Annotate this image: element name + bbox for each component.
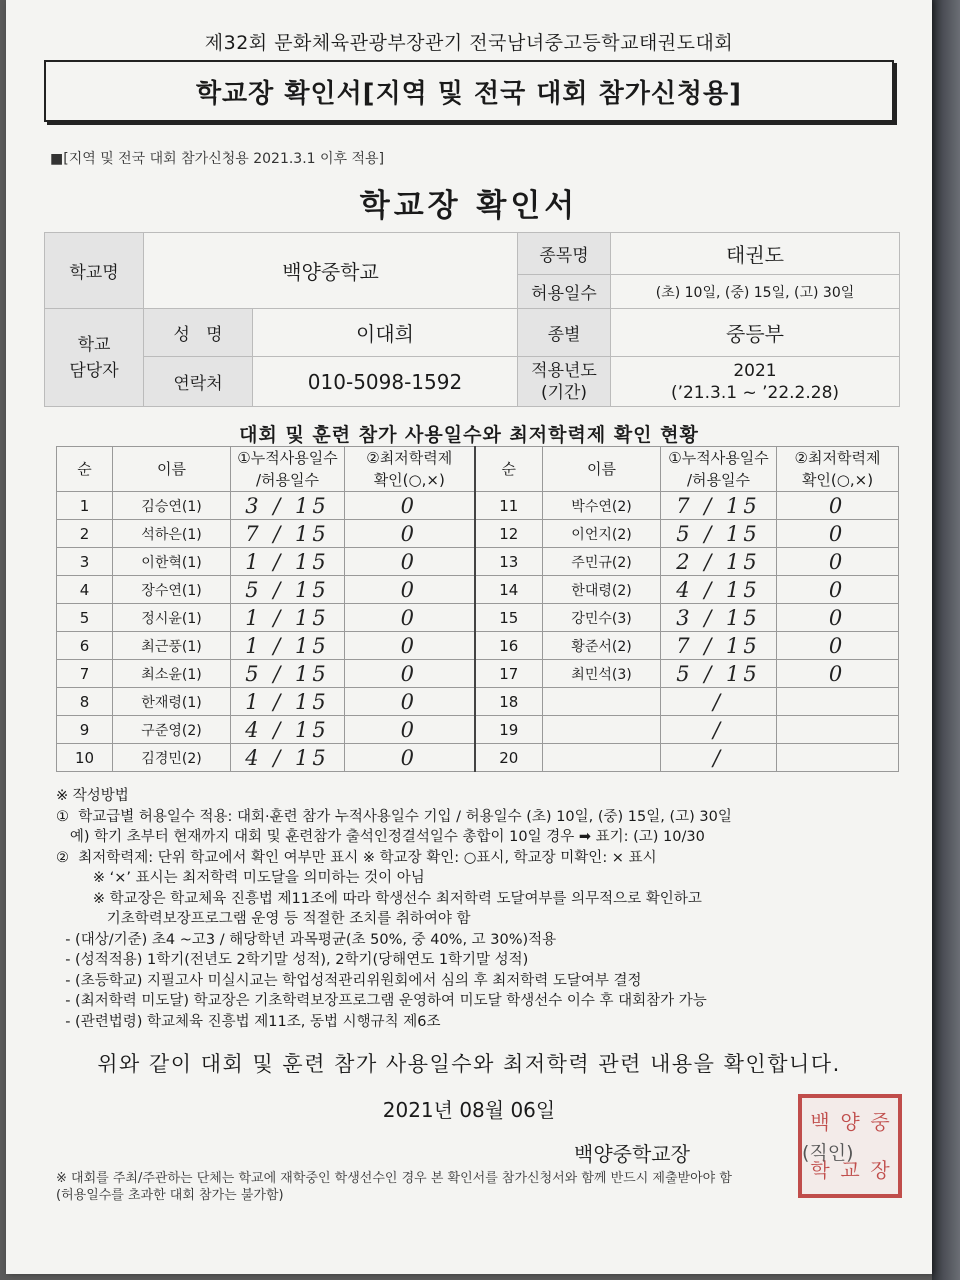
grade-check: 0 [345, 548, 475, 576]
student-name: 김승연(1) [113, 492, 231, 520]
grade-check: 0 [777, 576, 899, 604]
row-number: 13 [475, 548, 543, 576]
school-label: 학교명 [45, 233, 144, 309]
days-used: 7 / 15 [661, 632, 777, 660]
student-name: 최소윤(1) [113, 660, 231, 688]
days-used: 5 / 15 [231, 576, 345, 604]
table-row [57, 660, 899, 688]
grade-check: 0 [345, 744, 475, 772]
table-row [57, 604, 899, 632]
header-no: 순 [57, 447, 113, 492]
allowed-value: (초) 10일, (중) 15일, (고) 30일 [611, 275, 900, 309]
header-days: ①누적사용일수 /허용일수 [661, 447, 777, 492]
instruction-line: ② 최저학력제: 단위 학교에서 확인 여부만 표시 ※ 학교장 확인: ○표시, 학교장 미확인: × 표시 [56, 849, 657, 866]
table-row [57, 548, 899, 576]
period-value: (’21.3.1 ~ ’22.2.28) [670, 382, 840, 403]
days-used: 3 / 15 [231, 492, 345, 520]
student-name: 황준서(2) [543, 632, 661, 660]
name-label: 성 명 [144, 309, 253, 357]
background-edge [932, 0, 960, 1280]
student-name [543, 716, 661, 744]
row-number: 17 [475, 660, 543, 688]
days-used: 1 / 15 [231, 632, 345, 660]
usage-table [56, 446, 899, 772]
student-name: 주민규(2) [543, 548, 661, 576]
row-number: 12 [475, 520, 543, 548]
days-used: 1 / 15 [231, 604, 345, 632]
official-seal: 백 양 중 학 교 장 [798, 1094, 902, 1198]
allowed-label: 허용일수 [518, 275, 611, 309]
manager-label: 학교 담당자 [45, 309, 144, 407]
days-used: 4 / 15 [661, 576, 777, 604]
type-label: 종별 [518, 309, 611, 357]
days-used: 7 / 15 [661, 492, 777, 520]
table-row [57, 688, 899, 716]
grade-check: 0 [345, 716, 475, 744]
row-number: 8 [57, 688, 113, 716]
contact-value: 010-5098-1592 [253, 357, 518, 407]
days-used: 5 / 15 [661, 660, 777, 688]
grade-check: 0 [777, 632, 899, 660]
row-number: 5 [57, 604, 113, 632]
table-row [57, 520, 899, 548]
table-row [57, 576, 899, 604]
student-name: 이언지(2) [543, 520, 661, 548]
student-name: 강민수(3) [543, 604, 661, 632]
grade-check: 0 [345, 604, 475, 632]
days-used: / [661, 688, 777, 716]
instructions [56, 786, 896, 1032]
header-days: ①누적사용일수 /허용일수 [231, 447, 345, 492]
student-name: 정시윤(1) [113, 604, 231, 632]
days-used: 5 / 15 [661, 520, 777, 548]
days-used: / [661, 716, 777, 744]
row-number: 1 [57, 492, 113, 520]
days-used: 4 / 15 [231, 716, 345, 744]
grade-check [777, 688, 899, 716]
header-name: 이름 [543, 447, 661, 492]
row-number: 18 [475, 688, 543, 716]
row-number: 9 [57, 716, 113, 744]
days-used: 1 / 15 [231, 688, 345, 716]
principal-name: 백양중학교장 [574, 1142, 690, 1166]
days-used: 3 / 15 [661, 604, 777, 632]
student-name: 최민석(3) [543, 660, 661, 688]
year-value: 2021 [733, 360, 777, 381]
student-name: 장수연(1) [113, 576, 231, 604]
sport-value: 태권도 [611, 233, 900, 275]
grade-check [777, 744, 899, 772]
instruction-line: 예) 학기 초부터 현재까지 대회 및 훈련참가 출석인정결석일수 총합이 10일 경우 ➡ 표기: (고) 10/30 [56, 829, 705, 845]
document-title: 학교장 확인서 [359, 188, 579, 224]
student-name [543, 688, 661, 716]
seal-label: (직인) [802, 1142, 854, 1164]
instruction-line: ① 학교급별 허용일수 적용: 대회·훈련 참가 누적사용일수 기입 / 허용일수 (초) 10일, (중) 15일, (고) 30일 [56, 808, 732, 825]
grade-check: 0 [345, 520, 475, 548]
row-number: 19 [475, 716, 543, 744]
grade-check: 0 [777, 548, 899, 576]
header-no: 순 [475, 447, 543, 492]
info-table [44, 232, 900, 407]
row-number: 15 [475, 604, 543, 632]
instruction-line: - (최저학력 미도달) 학교장은 기초학력보장프로그램 운영하여 미도달 학생선수 이수 후 대회참가 가능 [56, 993, 707, 1009]
grade-check: 0 [777, 492, 899, 520]
year-cell [611, 357, 900, 407]
grade-check: 0 [345, 576, 475, 604]
grade-check: 0 [345, 688, 475, 716]
days-used: 1 / 15 [231, 548, 345, 576]
student-name: 석하은(1) [113, 520, 231, 548]
days-used: 5 / 15 [231, 660, 345, 688]
grade-check: 0 [345, 660, 475, 688]
footnote: ※ 대회를 주최/주관하는 단체는 학교에 재학중인 학생선수인 경우 본 확인서를 참가신청서와 함께 반드시 제출받아야 함 (허용일수를 초과한 대회 참가는 불가함) [56, 1171, 732, 1203]
instruction-line: 기초학력보장프로그램 운영 등 적절한 조치를 취하여야 함 [56, 911, 471, 927]
student-name: 박수연(2) [543, 492, 661, 520]
row-number: 3 [57, 548, 113, 576]
header-check: ②최저학력제 확인(○,×) [345, 447, 475, 492]
row-number: 4 [57, 576, 113, 604]
sport-label: 종목명 [518, 233, 611, 275]
student-name: 한재령(1) [113, 688, 231, 716]
issue-date: 2021년 08월 06일 [382, 1098, 556, 1122]
row-number: 7 [57, 660, 113, 688]
days-used: 2 / 15 [661, 548, 777, 576]
row-number: 20 [475, 744, 543, 772]
grade-check: 0 [345, 492, 475, 520]
student-name: 이한혁(1) [113, 548, 231, 576]
row-number: 2 [57, 520, 113, 548]
table-title: 대회 및 훈련 참가 사용일수와 최저학력제 확인 현황 [239, 424, 699, 446]
year-label: 적용년도 (기간) [518, 357, 611, 407]
student-name: 구준영(2) [113, 716, 231, 744]
grade-check: 0 [777, 660, 899, 688]
usage-note: ■[지역 및 전국 대회 참가신청용 2021.3.1 이후 적용] [50, 151, 385, 167]
grade-check: 0 [777, 520, 899, 548]
student-name: 최근풍(1) [113, 632, 231, 660]
row-number: 6 [57, 632, 113, 660]
instruction-line: - (관련법령) 학교체육 진흥법 제11조, 동법 시행규칙 제6조 [56, 1013, 441, 1030]
table-row [57, 632, 899, 660]
student-name: 김경민(2) [113, 744, 231, 772]
school-name: 백양중학교 [144, 233, 518, 309]
student-name [543, 744, 661, 772]
days-used: 7 / 15 [231, 520, 345, 548]
days-used: / [661, 744, 777, 772]
document-page [6, 0, 932, 1274]
row-number: 10 [57, 744, 113, 772]
event-title: 제32회 문화체육관광부장관기 전국남녀중고등학교태권도대회 [204, 32, 734, 54]
grade-check [777, 716, 899, 744]
days-used: 4 / 15 [231, 744, 345, 772]
header-name: 이름 [113, 447, 231, 492]
table-row [57, 744, 899, 772]
instruction-line: - (성적적용) 1학기(전년도 2학기말 성적), 2학기(당해연도 1학기말 성적) [56, 952, 529, 968]
manager-name: 이대희 [253, 309, 518, 357]
student-name: 한대령(2) [543, 576, 661, 604]
row-number: 11 [475, 492, 543, 520]
instruction-line: ※ 학교장은 학교체육 진흥법 제11조에 따라 학생선수 최저학력 도달여부를 의무적으로 확인하고 [56, 890, 702, 907]
grade-check: 0 [777, 604, 899, 632]
instruction-line: ※ 작성방법 [56, 788, 129, 804]
row-number: 14 [475, 576, 543, 604]
title-box: 학교장 확인서[지역 및 전국 대회 참가신청용] [44, 60, 894, 122]
type-value: 중등부 [611, 309, 900, 357]
table-row [57, 716, 899, 744]
instruction-line: ※ ‘×’ 표시는 최저학력 미도달을 의미하는 것이 아님 [56, 870, 425, 886]
grade-check: 0 [345, 632, 475, 660]
instruction-line: - (대상/기준) 초4 ~고3 / 해당학년 과목평균(초 50%, 중 40%, 고 30%)적용 [56, 931, 557, 948]
confirmation-statement: 위와 같이 대회 및 훈련 참가 사용일수와 최저학력 관련 내용을 확인합니다. [97, 1052, 841, 1076]
row-number: 16 [475, 632, 543, 660]
contact-label: 연락처 [144, 357, 253, 407]
header-check: ②최저학력제 확인(○,×) [777, 447, 899, 492]
table-row [57, 492, 899, 520]
instruction-line: - (초등학교) 지필고사 미실시교는 학업성적관리위원회에서 심의 후 최저학력 도달여부 결정 [56, 972, 642, 989]
